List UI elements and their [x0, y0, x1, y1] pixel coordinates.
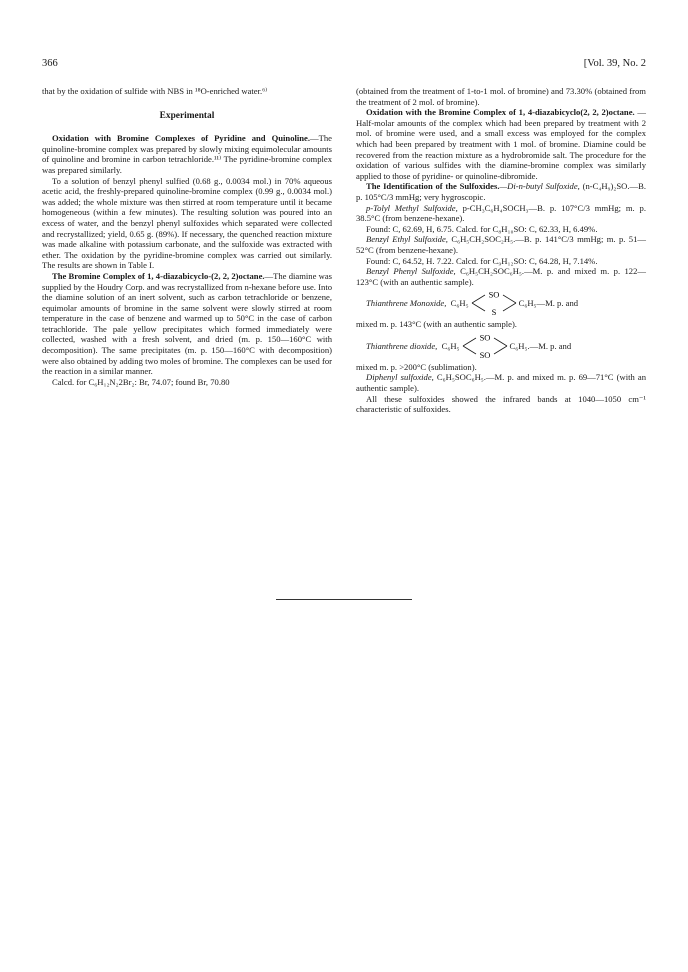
right-column [356, 86, 646, 415]
paragraph [356, 181, 646, 202]
compound-name: —Di-n-butyl Sulfoxide, [499, 181, 580, 192]
paragraph-heading: The Identification of the Sulfoxides. [366, 181, 500, 192]
paragraph: (obtained from the treatment of 1-to-1 mol. of bromine) and 73.30% (obtained from the treatment of 2 mol. of bromine). [356, 86, 646, 107]
ring-structure-icon [471, 290, 517, 316]
compound-name: Diphenyl sulfoxide, [366, 372, 434, 383]
paragraph-text: C₆H₅SOC₆H₅.—M. p. and mixed m. p. 69—71°C (with an authentic sample). [356, 372, 647, 394]
paragraph-heading: The Bromine Complex of 1, 4-diazabicyclo-(2, 2, 2)octane. [52, 270, 265, 281]
paragraph-text: C₆H₅CH₂SOC₂H₅.—B. p. 141°C/3 mmHg; m. p. 51—52°C (from benzene-hexane). [356, 234, 646, 255]
paragraph: mixed m. p. 143°C (with an authentic sample). [356, 319, 517, 330]
paragraph-heading: Oxidation with the Bromine Complex of 1, 4-diazabicyclo(2, 2, 2)octane. [366, 107, 635, 118]
paragraph-text: C₆H₅CH₂SOC₆H₅.—M. p. and mixed m. p. 122—123°C (with an authentic sample). [356, 266, 646, 287]
paragraph [356, 372, 646, 393]
compound-name: Benzyl Phenyl Sulfoxide, [366, 266, 456, 277]
analysis-line: Found: C, 62.69, H, 6.75. Calcd. for C₈H₁₀SO: C, 62.33, H, 6.49%. [366, 223, 598, 234]
paragraph [42, 133, 332, 175]
thianthrene-monoxide-structure [356, 290, 646, 316]
compound-name: Thianthrene dioxide, [366, 340, 438, 351]
analysis-line: Found: C, 64.52, H. 7.22. Calcd. for C₉H₁₂SO: C, 64.28, H, 7.14%. [366, 255, 598, 266]
paragraph-heading: Oxidation with Bromine Complexes of Pyridine and Quinoline. [52, 133, 311, 144]
intro-text: that by the oxidation of sulfide with NBS in ¹⁸O-enriched water.⁶⁾ [42, 86, 268, 96]
compound-name: Thianthrene Monoxide, [366, 297, 447, 308]
page-number: 366 [42, 58, 58, 69]
paragraph [356, 107, 646, 181]
paragraph [356, 234, 646, 255]
left-column [42, 86, 332, 387]
structure-right-group: C₆H₅.—M. p. and [509, 340, 572, 351]
calc-line: Calcd. for C₆H₁₂N₂2Br₂: Br, 74.07; found Br, 70.80 [52, 376, 230, 387]
paragraph-text: —The diamine was supplied by the Houdry Corp. and was recrystallized from n-hexane before use. Into the diamine solution of an inert solvent, such as carbon tetrachloride or benzene, equimolar amounts of bromine in the same solvent were slowly stirred at room temperature in the case of benzene and warmed up to 50°C in the case of carbon tetrachloride. The pale yellow precipitates which formed immediately were collected, washed with a fresh solvent, and dried (m. p. 150—160°C with decomposition). The same precipitates (m. p. 150—160°C with decomposition) were also obtained by adding two moles of bromine. The complexes can be used for the reaction in a similar manner. [42, 270, 332, 377]
end-rule [276, 599, 412, 600]
paragraph-text: — Half-molar amounts of the complex which had been prepared by treatment with 2 mol. of bromine were used, and a small excess was employed for the complex which had been prepared by treatment with 1 mol. of bromine. Diamine could be recovered from the reaction mixture as a hydrobromide salt. The procedure for the oxidation of various sulfides with the diamine-bromine complex was similarly applied to those of pyridine- or quinoline-dibromide. [356, 107, 646, 181]
ring-structure-icon [462, 333, 508, 359]
compound-name: p-Tolyl Methyl Sulfoxide, [366, 202, 458, 213]
paragraph: mixed m. p. >200°C (sublimation). [356, 361, 477, 372]
paragraph-text: —The quinoline-bromine complex was prepared by slowly mixing equimolecular amounts of quinoline and bromine in carbon tetrachloride.¹¹⁾ The pyridine-bromine complex was prepared similarly. [42, 133, 332, 175]
paragraph: All these sulfoxides showed the infrared bands at 1040—1050 cm⁻¹ characteristic of sulfoxides. [356, 393, 646, 415]
paragraph [356, 203, 646, 224]
journal-volume: [Vol. 39, No. 2 [583, 58, 646, 69]
ring-bottom-label: S [491, 307, 496, 317]
ring-top-label: SO [479, 332, 490, 343]
compound-name: Benzyl Ethyl Sulfoxide, [366, 234, 448, 245]
ring-bottom-label: SO [479, 349, 490, 359]
structure-left-group: C₆H₅ [450, 297, 469, 308]
paragraph [356, 266, 646, 287]
structure-right-group: C₆H₅—M. p. and [518, 297, 579, 308]
section-title: Experimental [159, 110, 215, 121]
paragraph [42, 271, 332, 377]
paragraph: To a solution of benzyl phenyl sulfied (0.68 g., 0.0034 mol.) in 70% aqueous acetic acid, the freshly-prepared quinoline-bromine complex (0.99 g., 0.0034 mol.) was added; the whole mixture was then stirred at room temperature until it became homogeneous (within a few minutes). The resulting solution was poured into an excess of water, and the benzyl phenyl sulfoxides which separated were collected and recrystallized; yield, 0.65 g. (89%). If necessary, the quenched reaction mixture was made alkaline with potassium carbonate, and the sulfoxide was extracted with ether. The oxidation by the pyridine-bromine complex was carried out similarly. The results are shown in Table I. [42, 175, 332, 271]
paragraph-text: (n-C₄H₉)₂SO.—B. p. 105°C/3 mmHg; very hygroscopic. [356, 181, 646, 202]
page-header [42, 58, 646, 72]
paragraph-text: p-CH₃C₆H₄SOCH₃—B. p. 107°C/3 mmHg; m. p. 38.5°C (from benzene-hexane). [356, 202, 646, 224]
structure-left-group: C₆H₅ [441, 340, 460, 351]
thianthrene-dioxide-structure [356, 333, 646, 359]
ring-top-label: SO [488, 290, 500, 300]
